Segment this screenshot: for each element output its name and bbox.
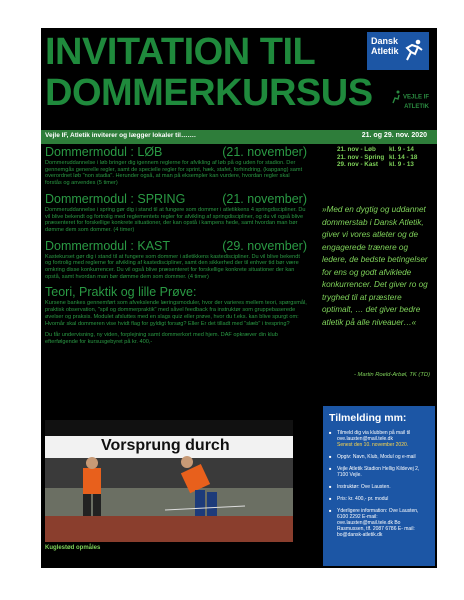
photo-caption: Kuglestød opmåles [45,545,101,551]
signup-item [329,496,429,502]
signup-item-text: Instruktør: Ove Lausten. [337,484,391,490]
section-date: (21. november) [222,145,307,159]
event-photo [45,420,293,542]
logo-line-2: Atletik [371,46,399,56]
section-text: Kursene bankes gennemført som afvekslende læringsmoduler, hvor der varieres mellem teori, spørgsmål, praktisk observation, "spil og dommerpraktik" med såvel feedback fra instruktør som gruppebaserede øvelser og praksis. Modulet afsluttes med en slags quiz eller prøve, hvor du f.eks. kan blive spurgt om: Hvornår skal dommeren vise hvidt flag for gyldigt forsøg? Eller Er det tilladt med "slæb" i trespring? [45,300,307,327]
title-line-2: DOMMERKURSUS [45,72,373,114]
signup-title: Tilmelding mm: [329,412,407,424]
schedule-time: kl. 9 - 14 [389,146,414,153]
schedule-time: kl. 9 - 13 [389,161,414,168]
signup-item-text: Opgiv: Navn, Klub, Modul og e-mail [337,454,416,460]
photo-banner-text: Vorsprung durch [101,437,230,454]
club-mark [379,90,429,110]
schedule-time: kl. 14 - 18 [389,153,418,161]
section-title: Dommermodul : KAST [45,238,171,253]
signup-item [329,484,429,490]
signup-box [323,406,435,566]
signup-item-text: Vejle Atletik Stadion Hellig Kildevej 2, 7100 Vejle. [337,466,420,478]
schedule-row [335,146,431,154]
logo-line-1: Dansk [371,36,399,46]
signup-item [329,454,429,460]
band-dates: 21. og 29. nov. 2020 [361,132,427,139]
section-heading-kast [45,239,307,253]
signup-deadline: Senest den 10. november 2020. [337,442,409,448]
schedule-box [335,146,431,169]
signup-item [329,430,429,448]
title-line-1: INVITATION TIL [45,31,316,73]
section-heading-teori [45,285,307,299]
section-title: Dommermodul : SPRING [45,191,186,206]
signup-item-text: Yderligere information: Ove Lausten, 6100 2292 E-mail: ove.lausten@mail.tele.dk Bo Rasmussen, tlf. 2087 6786 E- mail: bo@dansk-atletik.dk [337,508,419,538]
schedule-date: 21. nov - Løb [337,146,376,153]
course-descriptions [45,142,307,346]
signup-item [329,508,429,538]
section-text: Kastekurset gør dig i stand til at fungere som dommer i atletikkens kastediscipliner. Du vil blive bekendt og fortrolig med reglerne for afvikling af kastediscipliner, samt den sikkerhed der til enhver tid bør være omkring disse konkurrencer. Du vil også blive præsenteret for forskellige konkrete situationer der kan opstå, samt hvordan man bør dømme dem som dommer. (4 timer) [45,253,300,280]
schedule-row [335,161,431,169]
club-mark-text: VEJLE IF ATLETIK [402,94,429,110]
section-heading-lob [45,145,307,159]
poster-title [45,31,373,114]
section-text: Dommeruddannelse i spring gør dig i stand til at fungere som dommer i atletikkens 4 springdiscipliner. Du vil blive bekendt og fortrolig med reglementets regler for afvikling af springdiscipliner, og du vil også blive præsenteret for forskellige konkrete situationer, der kan opstå i kampens hede, samt hvordan man bør dømme dem som dommer. (4 timer) [45,206,306,233]
signup-item-text: Tilmeld dig via klubben på mail til ove.lausten@mail.tele.dk [337,430,411,442]
section-text: Dommeruddannelse i løb bringer dig igennem reglerne for afvikling af løb på og uden for stadion. Der gennemgås generelle regler, samt de specielle regler for sprint, hæk, stafet, forhindring, (kapgang) samt overordnet løb "non stadia". Herunder også, at man på eksempler kan vurdere, hvordan regler skal forstås og anvendes (5 timer) [45,160,303,187]
quote-text: »Med en dygtig og uddannet dommerstab i Dansk Atletik, giver vi vores atleter og de engagerede trænere og ledere, de bedste betingelser for ens og godt afviklede konkurrencer. Det giver ro og tryghed til at præstere optimalt, … det giver bedre atletik på alle niveauer…« [322,205,428,327]
signup-list [329,430,429,538]
dansk-atletik-logo [367,32,429,70]
signup-item-text: Pris: kr. 400,- pr. modul [337,496,389,502]
schedule-row [335,154,431,162]
schedule-date: 29. nov - Kast [337,161,378,168]
section-text-fee: Du får undervisning, ny viden, forplejning samt dommerkort med hjem. DAF opkræver din klub efterfølgende for kursusgebyret på kr. 400,- [45,332,278,345]
section-date: (29. november) [222,238,307,253]
band-intro: Vejle IF, Atletik inviterer og lægger lokaler til……. [45,132,196,139]
runner-icon [391,90,401,104]
signup-item [329,466,429,478]
invitation-poster [41,28,437,568]
section-title: Dommermodul : LØB [45,145,163,159]
schedule-date: 21. nov - Spring [337,153,385,161]
section-date: (21. november) [222,191,307,206]
quote-author: - Martin Roeld-Arbøl, TK (TD) [353,372,430,378]
runner-icon [401,38,425,62]
section-heading-spring [45,192,307,206]
section-title: Teori, Praktik og lille Prøve: [45,285,197,300]
